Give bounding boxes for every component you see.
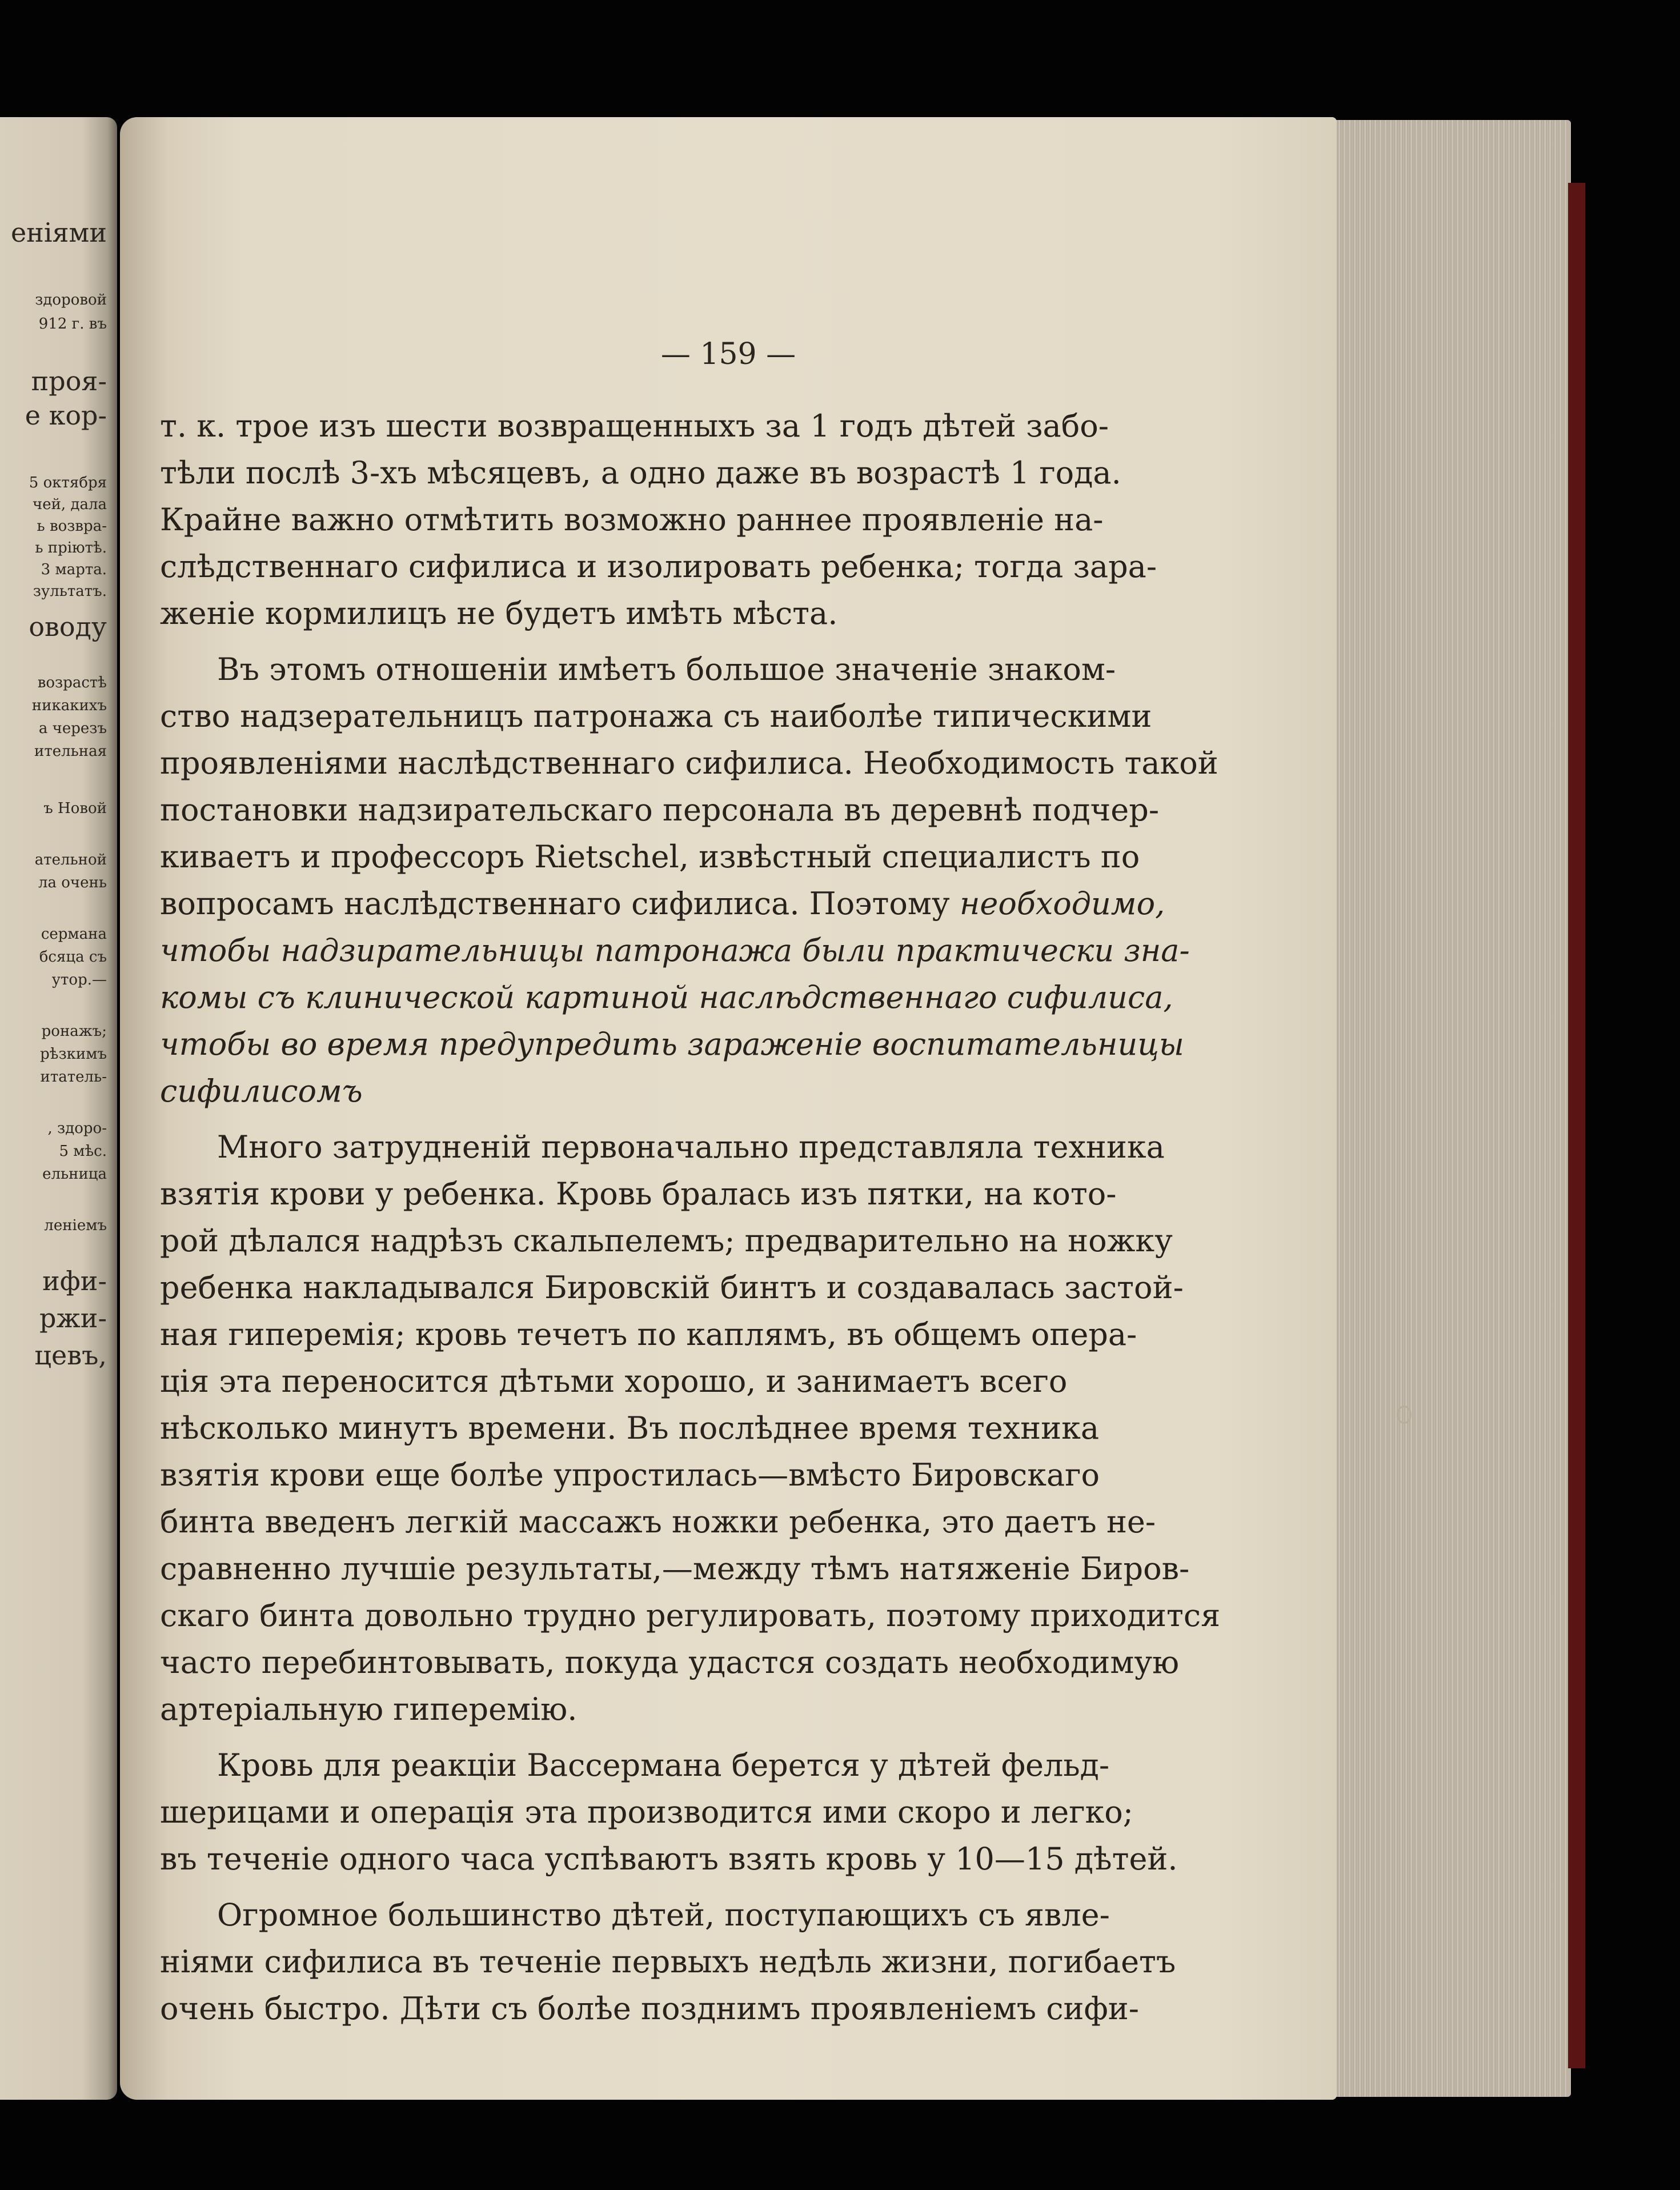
page-block-edge: [1331, 120, 1571, 2097]
left-page-fragment: 5 октября: [29, 474, 107, 491]
paragraph-4: Кровь для реакціи Вассермана берется у дѣтей фельд- шерицами и операція эта производится ими скоро и легко; въ теченіе одного часа успѣваютъ взять кровь у 10—15 дѣтей.: [160, 1747, 1178, 1877]
left-page-fragment: еніями: [10, 217, 107, 248]
left-page-fragment: ательной: [34, 851, 107, 868]
left-page-fragment: бсяца съ: [39, 948, 107, 966]
paragraph-5: Огромное большинство дѣтей, поступающихъ съ явле- ніями сифилиса въ теченіе первыхъ недѣль жизни, погибаетъ очень быстро. Дѣти съ болѣе позднимъ проявленіемъ сифи-: [160, 1897, 1176, 2027]
left-page-fragment: 912 г. въ: [38, 315, 107, 333]
left-page-fragment: зультатъ.: [33, 583, 107, 600]
paragraph-2: [160, 646, 1291, 1115]
left-page-fragment: 3 марта.: [41, 561, 107, 578]
left-page-fragment: ржи-: [39, 1303, 107, 1334]
paragraph-3: Много затрудненій первоначально представляла техника взятія крови у ребенка. Кровь бралась изъ пятки, на кото- рой дѣлался надрѣзъ скальпелемъ; предварительно на ножку ребенка накладывался Бировскій бинтъ и создавалась застой- ная гиперемія; кровь течетъ по каплямъ, въ общемъ опера- ція эта переносится дѣтьми хорошо, и занимаетъ всего нѣсколько минутъ времени. Въ послѣднее время техника взятія крови еще болѣе упростилась—вмѣсто Бировскаго бинта введенъ легкій массажъ ножки ребенка, это даетъ не- сравненно лучшіе результаты,—между тѣмъ натяженіе Биров- скаго бинта довольно трудно регулировать, поэтому приходится часто перебинтовывать, покуда удастся создать необходимую артеріальную гиперемію.: [160, 1129, 1221, 1727]
left-page-fragment: сермана: [41, 926, 107, 943]
left-page-fragment: леніемъ: [44, 1217, 107, 1234]
left-page-fragment: ь пріютѣ.: [35, 539, 107, 556]
left-page-fragment: ь возвра-: [37, 518, 107, 535]
left-page-fragment: ронажъ;: [41, 1023, 107, 1040]
left-page-fragment: рѣзкимъ: [40, 1046, 107, 1063]
left-page-fragment: здоровой: [35, 291, 107, 309]
paragraph-2-text: Въ этомъ отношеніи имѣетъ большое значеніе знаком- ство надзерательницъ патронажа съ наиболѣе типическими проявленіями наслѣдственнаго сифилиса. Необходимость такой постановки надзирательскаго персонала въ деревнѣ подчер- киваетъ и профессоръ Rietschel, извѣстный специалистъ по вопросамъ наслѣдственнаго сифилиса. Поэтому: [160, 651, 1218, 922]
left-page-fragment: ифи-: [42, 1266, 107, 1296]
paragraph-2-italic: необходимо, чтобы надзирательницы патронажа были практически зна- комы съ клинической картиной наслѣдственнаго сифилиса, чтобы во время предупредить зараженіе воспитательницы сифилисомъ: [160, 886, 1190, 1109]
left-page-fragment: 5 мѣс.: [59, 1143, 107, 1160]
left-page-fragment: ъ Новой: [43, 800, 107, 817]
book-cover-edge: [1568, 183, 1585, 2068]
left-page-fragment: оводу: [29, 611, 107, 642]
left-page-fragment: возрастѣ: [37, 674, 107, 691]
left-page-fragment: е кор-: [25, 400, 107, 431]
left-page-fragment: цевъ,: [34, 1340, 107, 1371]
left-page: [0, 117, 117, 2100]
paragraph-1: т. к. трое изъ шести возвращенныхъ за 1 годъ дѣтей забо- тѣли послѣ 3-хъ мѣсяцевъ, а одно даже въ возрастѣ 1 года. Крайне важно отмѣтить возможно раннее проявленіе на- слѣдственнаго сифилиса и изолировать ребенка; тогда зара- женіе кормилицъ не будетъ имѣть мѣста.: [160, 408, 1157, 631]
left-page-fragment: чей, дала: [33, 496, 107, 513]
left-page-fragment: ительная: [34, 743, 107, 760]
left-page-fragment: , здоро-: [47, 1120, 107, 1137]
left-page-fragment: утор.—: [51, 971, 107, 988]
left-page-fragment: итатель-: [40, 1068, 107, 1086]
left-page-fragment: а черезъ: [38, 720, 107, 737]
body-text: [160, 403, 1291, 2041]
left-page-fragment: никакихъ: [31, 697, 107, 714]
page-number: — 159 —: [660, 337, 796, 371]
left-page-fragment: проя-: [31, 366, 107, 397]
paper-speck: [1397, 1406, 1412, 1424]
right-page: [120, 117, 1337, 2100]
left-page-fragment: ла очень: [38, 874, 107, 891]
left-page-fragment: ельница: [42, 1166, 107, 1183]
